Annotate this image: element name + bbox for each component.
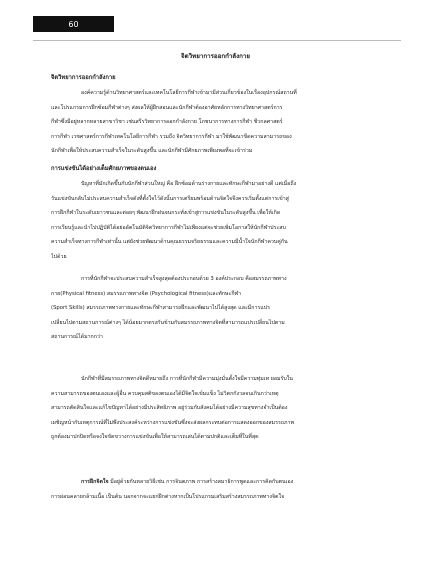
paragraph-problem: [51, 177, 386, 265]
paragraph-mental-fitness: [51, 372, 386, 445]
page-number: 60: [68, 19, 79, 29]
paragraph-line: [51, 475, 386, 490]
paragraph-line: สถานการณ์ได้มากกว่า: [51, 334, 103, 341]
paragraph-line: สามารถตัดสินใจและแก้ไขปัญหาได้อย่างมีประสิทธิภาพ อยู่ร่วมกับสังคมได้อย่างมีความสุขทางจำเป็นต้อง: [51, 405, 288, 412]
paragraph-line: กาย(Physical fitness) สมรรถภาพทางจิต (Psychological fitness)และทักษะกีฬา: [51, 290, 242, 297]
paragraph-line: นักกีฬาเพื่อให้ประสบความสำเร็จในระดับสูงขึ้น และนักกีฬามีศักยภาพเพียงพอที่จะเข้าร่วม: [51, 148, 253, 155]
paragraph-line: เปลี่ยนไปตามสถานการณ์ต่างๆ ได้น้อยมากตรงกันข้ามกับสมรรถภาพทางจิตที่สามารถแปรเปลี่ยนไปตาม: [51, 319, 285, 326]
paragraph-line: เผชิญหน้ากับเหตุการณ์ที่ไม่พึงประสงค์ระหว่างการแข่งขันซึ่งจะส่งผลกระทบต่อการแสดงออกของสมรรถภาพ: [51, 419, 295, 426]
paragraph-line: วันแข่งขันกลับไม่ประสบความสำเร็จดังที่ตั้งใจไว้ดังนั้นการเตรียมพร้อมด้านจิตใจจึงควรเริ่มตั้งแต่การเข้าสู่: [51, 195, 289, 202]
paragraph-line: กีฬาซึ่งมีอยู่หลากหลายสาขาวิชา เช่นสรีรวิทยาการออกกำลังกาย โภชนาการทางการกีฬา ชีวกลศาสตร์: [51, 119, 283, 126]
paragraph-three-components: [51, 272, 386, 345]
paragraph-line: ถูกต้องมาปกปิดหรือจงใจขัดขวางการแข่งขันเพื่อให้สามารถเล่นได้ตามปกติและเต็มที่ในที่สุด: [51, 434, 259, 441]
section-heading-exercise-psychology: จิตวิทยาการออกกำลังกาย: [51, 75, 116, 81]
paragraph-line: (Sport Skills) สมรรถภาพทางกายและทักษะกีฬาสามารถฝึกและพัฒนาไปได้สูงสุด และมีการแปร: [51, 305, 270, 312]
paragraph-line: การเรียนรู้และนำไปปฏิบัติได้อย่ออัตโนมัติจิตวิทยาการกีฬาไม่เพียงแต่จะช่วยเพิ่มโอกาสให้นักกีฬาประสบ: [51, 224, 286, 231]
paragraph-line: องค์ความรู้ด้านวิทยาศาสตร์และเทคโนโลยีการกีฬาเข้ามามีส่วนเกี่ยวข้องในเรื่องอุปกรณ์สถานที่: [81, 90, 297, 96]
paragraph-line: ไปด้วย: [51, 253, 67, 260]
paragraph-line: และโปรแกรมการฝึกซ้อมกีฬาต่างๆ ส่งผลให้ผู้ฝึกสอนและนักกีฬาต้องอาศัยหลักการทางวิทยาศาสตร์การ: [51, 104, 283, 111]
paragraph-line: การกีฬา เวชศาสตร์การกีฬาเทคโนโลยีการกีฬา รวมถึง จิตวิทยาการกีฬา มาใช้พัฒนาขีดความสามารถของ: [51, 133, 292, 140]
paragraph-line: นักกีฬาที่มีสมรรถภาพทางจิตดีหมายถึง การที่นักกีฬามีความมุ่งมั่นตั้งใจมีความทุ่มเท ยอมรับใน: [81, 376, 293, 382]
paragraph-line: การที่นักกีฬาจะประสบความสำเร็จสูงสุดต้องประกอบด้วย 3 องค์ประกอบ คือสมรรถภาพทาง: [81, 276, 287, 282]
paragraph-mental-training: [51, 475, 386, 504]
lead-term: การฝึกจิตใจ: [81, 479, 109, 485]
paragraph-line: ปัญหาที่มักเกิดขึ้นกับนักกีฬาส่วนใหญ่ คือ ฝึกซ้อมด้านร่างกายและทักษะกีฬามาอย่างดี แต่เมื่อถึง: [81, 181, 297, 187]
page-number-box: [33, 16, 114, 32]
paragraph-intro: [51, 86, 386, 159]
section-heading-full-potential: การแข่งขันได้อย่างเต็มศักยภาพของตนเอง: [51, 166, 157, 172]
paragraph-line: การผ่อนคลายกล้ามเนื้อ เป็นต้น นอกจากจะแยกฝึกต่างหากเป็นโปรแกรมเสริมสร้างสมรรถภาพทางจิตใจ: [51, 493, 285, 500]
lead-line-rest: มีอยู่ด้วยกันหลายวิธีเช่น การจินตภาพ การสร้างสมาธิการพูดและการคิดกับตนเอง: [108, 479, 294, 485]
paragraph-line: ความสามารถของตนเองและผู้อื่น ควบคุมสติของตนเองได้มีจิตใจเข้มแข็ง ไม่วิตกกังวลจนเกินกว่าเหตุ: [51, 390, 279, 397]
paragraph-line: ความสำเร็จทางการกีฬาเท่านั้น แต่ยังช่วยพัฒนาด้านคุณธรรมจริยธรรมและความมีน้ำใจนักกีฬาควบคู่กัน: [51, 239, 288, 246]
header-rule: [33, 40, 401, 41]
paragraph-line: การฝึกกีฬาในระดับเยาวชนและต่อยๆ พัฒนาฝึกฝนจนกระทั่งเข้าสู่การแข่งขันในระดับสูงขึ้น เพื่อให้เกิด: [51, 210, 281, 217]
page-title: จิตวิทยาการออกกำลังกาย: [181, 53, 250, 60]
